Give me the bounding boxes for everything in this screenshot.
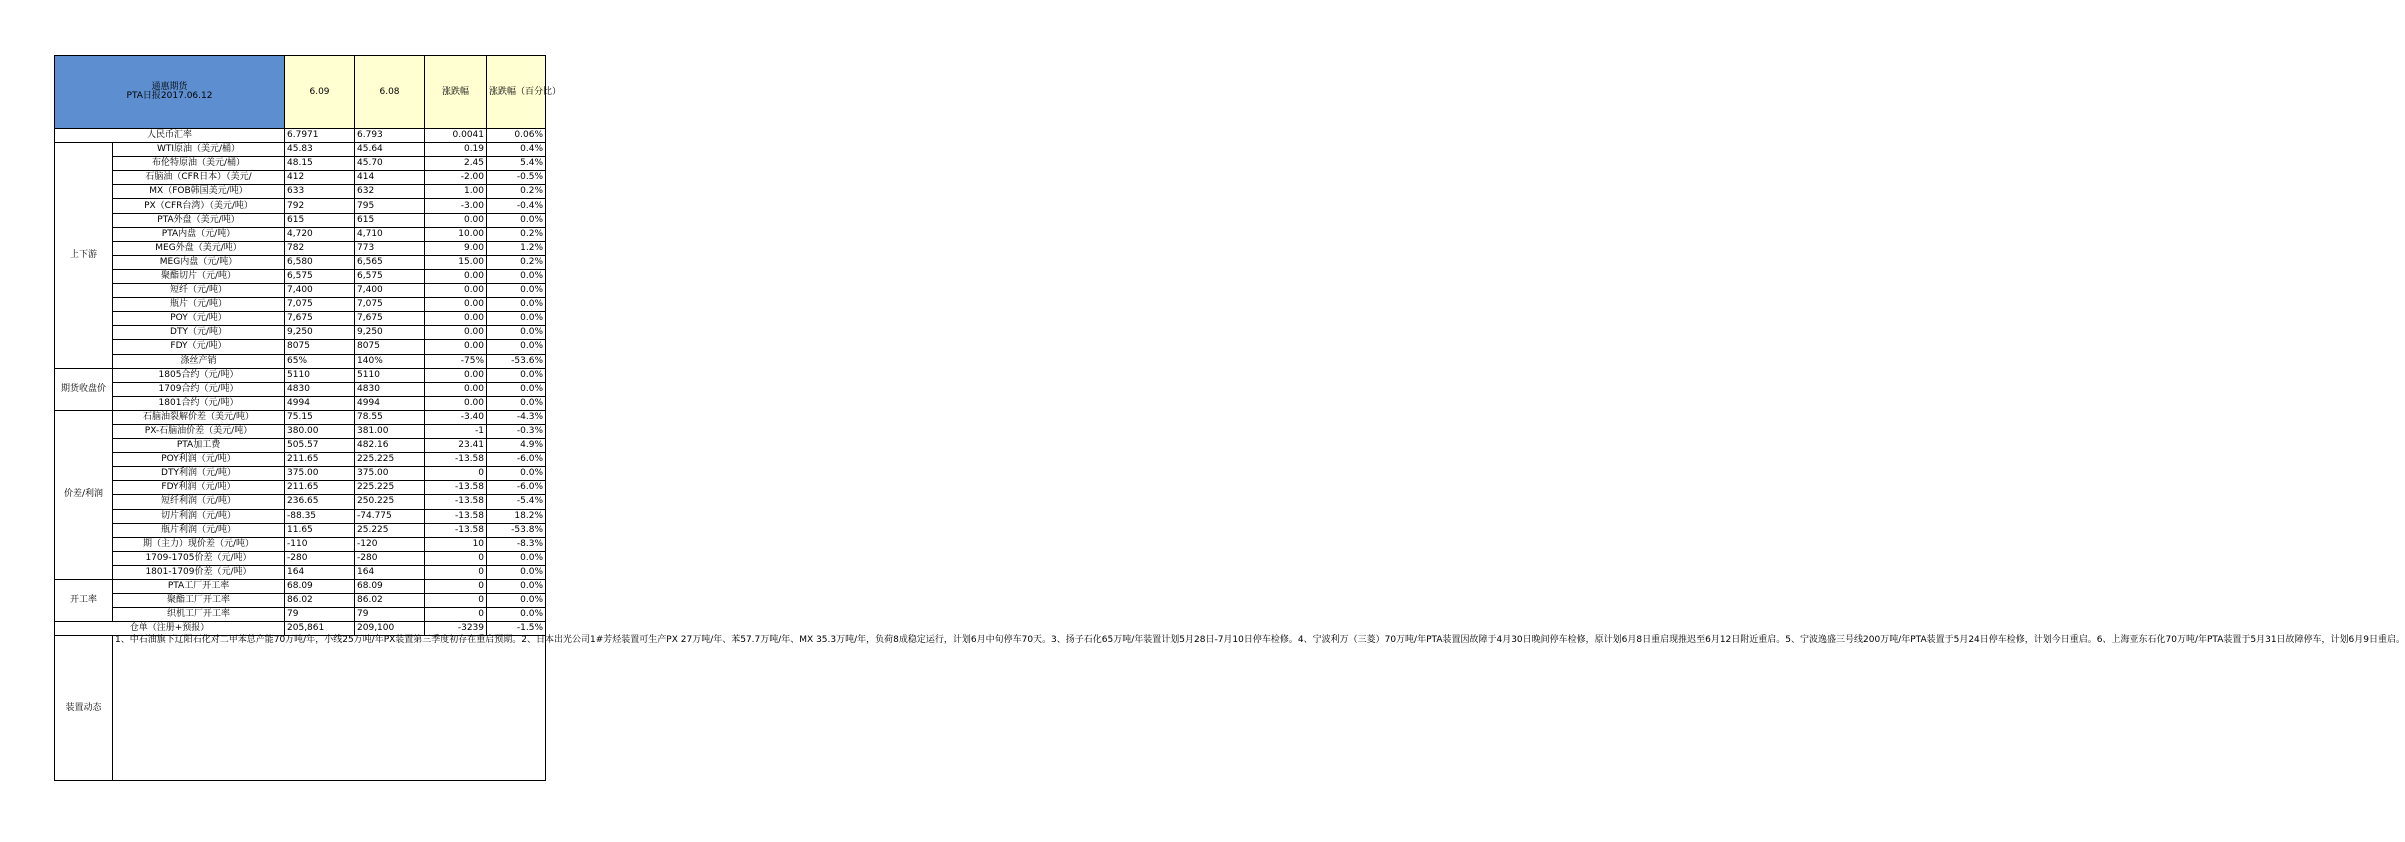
value-change-pct: 0.0% xyxy=(487,594,546,608)
col-header-change-pct: 涨跌幅（百分比） xyxy=(487,56,546,129)
value-change: -2.00 xyxy=(425,171,487,185)
value-change-pct: 0.2% xyxy=(487,185,546,199)
table-row xyxy=(55,551,546,565)
value-change: 0 xyxy=(425,608,487,622)
row-label: 聚酯工厂开工率 xyxy=(113,594,285,608)
value-date2: 164 xyxy=(355,565,425,579)
value-date1: 380.00 xyxy=(285,424,355,438)
value-date2: 250.225 xyxy=(355,495,425,509)
value-date1: 6,580 xyxy=(285,255,355,269)
value-change-pct: 0.0% xyxy=(487,368,546,382)
value-change-pct: 5.4% xyxy=(487,157,546,171)
value-date2: 5110 xyxy=(355,368,425,382)
value-change-pct: -6.0% xyxy=(487,453,546,467)
value-date1: 205,861 xyxy=(285,622,355,636)
value-change: -13.58 xyxy=(425,481,487,495)
pta-daily-report-table xyxy=(54,55,2405,781)
row-label: 瓶片（元/吨） xyxy=(113,298,285,312)
value-change: 23.41 xyxy=(425,439,487,453)
value-date1: 164 xyxy=(285,565,355,579)
value-date2: 68.09 xyxy=(355,580,425,594)
value-date2: 45.64 xyxy=(355,143,425,157)
row-label: DTY（元/吨） xyxy=(113,326,285,340)
table-row xyxy=(55,594,546,608)
value-change-pct: 0.0% xyxy=(487,269,546,283)
value-date1: 236.65 xyxy=(285,495,355,509)
row-label: 瓶片利润（元/吨） xyxy=(113,523,285,537)
value-date1: 792 xyxy=(285,199,355,213)
value-change-pct: 0.0% xyxy=(487,565,546,579)
row-label: 期（主力）现价差（元/吨） xyxy=(113,537,285,551)
value-change-pct: -1.5% xyxy=(487,622,546,636)
value-date1: 505.57 xyxy=(285,439,355,453)
value-change-pct: 0.0% xyxy=(487,326,546,340)
value-change-pct: -53.6% xyxy=(487,354,546,368)
value-date1: 9,250 xyxy=(285,326,355,340)
value-change: 0 xyxy=(425,551,487,565)
value-date1: 65% xyxy=(285,354,355,368)
value-change: 0.00 xyxy=(425,368,487,382)
value-change-pct: -0.5% xyxy=(487,171,546,185)
value-date2: 795 xyxy=(355,199,425,213)
value-date1: 7,075 xyxy=(285,298,355,312)
value-date2: 4994 xyxy=(355,396,425,410)
row-label: WTI原油（美元/桶） xyxy=(113,143,285,157)
value-date2: 482.16 xyxy=(355,439,425,453)
value-change-pct: 0.0% xyxy=(487,396,546,410)
row-label: 1805合约（元/吨） xyxy=(113,368,285,382)
table-row xyxy=(55,143,546,157)
value-change-pct: 0.4% xyxy=(487,143,546,157)
value-date1: 6,575 xyxy=(285,269,355,283)
value-date1: 79 xyxy=(285,608,355,622)
value-date1: 4830 xyxy=(285,382,355,396)
value-date2: 414 xyxy=(355,171,425,185)
value-change-pct: 0.2% xyxy=(487,227,546,241)
table-row xyxy=(55,227,546,241)
value-date1: 4,720 xyxy=(285,227,355,241)
row-label: 1709合约（元/吨） xyxy=(113,382,285,396)
value-change-pct: -0.3% xyxy=(487,424,546,438)
value-date2: 7,075 xyxy=(355,298,425,312)
value-date2: 632 xyxy=(355,185,425,199)
table-row xyxy=(55,608,546,622)
value-change: -13.58 xyxy=(425,523,487,537)
group-events: 装置动态 xyxy=(55,636,113,781)
row-label: 石脑油（CFR日本）（美元/ xyxy=(113,171,285,185)
value-change-pct: -0.4% xyxy=(487,199,546,213)
table-row xyxy=(55,495,546,509)
table-row xyxy=(55,382,546,396)
row-label: MEG外盘（美元/吨） xyxy=(113,241,285,255)
row-label: FDY利润（元/吨） xyxy=(113,481,285,495)
value-date2: 225.225 xyxy=(355,453,425,467)
table-row xyxy=(55,523,546,537)
value-date1: -110 xyxy=(285,537,355,551)
value-change: 10 xyxy=(425,537,487,551)
value-change: 0.19 xyxy=(425,143,487,157)
value-change: 0.00 xyxy=(425,298,487,312)
row-label: 短纤（元/吨） xyxy=(113,284,285,298)
value-change: 0.00 xyxy=(425,284,487,298)
table-row xyxy=(55,284,546,298)
table-row xyxy=(55,424,546,438)
value-date1: -88.35 xyxy=(285,509,355,523)
row-label: FDY（元/吨） xyxy=(113,340,285,354)
events-row xyxy=(55,636,546,781)
value-change: -75% xyxy=(425,354,487,368)
table-row xyxy=(55,467,546,481)
value-date1: 7,675 xyxy=(285,312,355,326)
value-date2: 78.55 xyxy=(355,410,425,424)
value-change: 0.00 xyxy=(425,213,487,227)
row-label: 短纤利润（元/吨） xyxy=(113,495,285,509)
row-label: MX（FOB韩国美元/吨） xyxy=(113,185,285,199)
group-futures: 期货收盘价 xyxy=(55,368,113,410)
value-date1: 68.09 xyxy=(285,580,355,594)
table-row xyxy=(55,241,546,255)
value-change: 0.00 xyxy=(425,326,487,340)
value-change: 0.00 xyxy=(425,382,487,396)
value-date2: -74.775 xyxy=(355,509,425,523)
value-date2: 86.02 xyxy=(355,594,425,608)
value-date1: 8075 xyxy=(285,340,355,354)
row-label: 人民币汇率 xyxy=(55,129,285,143)
value-date2: -120 xyxy=(355,537,425,551)
value-date2: 6,575 xyxy=(355,269,425,283)
title-report: PTA日报2017.06.12 xyxy=(126,91,213,101)
value-date2: 6,565 xyxy=(355,255,425,269)
value-change-pct: 0.0% xyxy=(487,298,546,312)
value-change: 0.00 xyxy=(425,312,487,326)
value-change-pct: -6.0% xyxy=(487,481,546,495)
value-change: 0.0041 xyxy=(425,129,487,143)
value-change: 9.00 xyxy=(425,241,487,255)
row-label: 1801合约（元/吨） xyxy=(113,396,285,410)
group-upstream: 上下游 xyxy=(55,143,113,369)
value-date1: 7,400 xyxy=(285,284,355,298)
row-label: 1709-1705价差（元/吨） xyxy=(113,551,285,565)
row-label: 切片利润（元/吨） xyxy=(113,509,285,523)
value-date2: 209,100 xyxy=(355,622,425,636)
value-change-pct: 0.06% xyxy=(487,129,546,143)
value-change-pct: 1.2% xyxy=(487,241,546,255)
row-rmb-rate xyxy=(55,129,546,143)
value-date2: 6.793 xyxy=(355,129,425,143)
value-date2: 25.225 xyxy=(355,523,425,537)
col-header-date2: 6.08 xyxy=(355,56,425,129)
value-change-pct: 0.0% xyxy=(487,382,546,396)
value-change: 0.00 xyxy=(425,269,487,283)
value-date2: 9,250 xyxy=(355,326,425,340)
row-label: PX（CFR台湾）（美元/吨） xyxy=(113,199,285,213)
value-change: 0.00 xyxy=(425,340,487,354)
row-label: MEG内盘（元/吨） xyxy=(113,255,285,269)
table-row xyxy=(55,340,546,354)
value-change: 0.00 xyxy=(425,396,487,410)
value-date2: -280 xyxy=(355,551,425,565)
table-row xyxy=(55,171,546,185)
value-change-pct: 4.9% xyxy=(487,439,546,453)
table-row xyxy=(55,368,546,382)
table-row xyxy=(55,326,546,340)
value-date2: 8075 xyxy=(355,340,425,354)
value-change-pct: 0.0% xyxy=(487,284,546,298)
value-date1: 615 xyxy=(285,213,355,227)
table-row xyxy=(55,453,546,467)
row-warehouse xyxy=(55,622,546,636)
value-change-pct: 0.0% xyxy=(487,551,546,565)
value-change: -3.00 xyxy=(425,199,487,213)
value-date2: 7,675 xyxy=(355,312,425,326)
value-change-pct: -53.8% xyxy=(487,523,546,537)
row-label: 涤丝产销 xyxy=(113,354,285,368)
value-change-pct: 0.0% xyxy=(487,340,546,354)
value-date2: 773 xyxy=(355,241,425,255)
table-row xyxy=(55,298,546,312)
table-row xyxy=(55,312,546,326)
value-date1: 6.7971 xyxy=(285,129,355,143)
value-date1: 75.15 xyxy=(285,410,355,424)
report-title xyxy=(55,56,285,129)
header-row xyxy=(55,56,546,129)
value-date2: 381.00 xyxy=(355,424,425,438)
value-change-pct: -8.3% xyxy=(487,537,546,551)
col-header-change: 涨跌幅 xyxy=(425,56,487,129)
table-row xyxy=(55,537,546,551)
row-label: PTA工厂开工率 xyxy=(113,580,285,594)
title-company: 通惠期货 xyxy=(151,82,188,92)
row-label: 仓单（注册+预报） xyxy=(55,622,285,636)
value-change: -13.58 xyxy=(425,509,487,523)
table-row xyxy=(55,439,546,453)
row-label: PX-石脑油价差（美元/吨） xyxy=(113,424,285,438)
value-date1: 412 xyxy=(285,171,355,185)
row-label: 织机工厂开工率 xyxy=(113,608,285,622)
value-change: 10.00 xyxy=(425,227,487,241)
row-label: POY（元/吨） xyxy=(113,312,285,326)
row-label: DTY利润（元/吨） xyxy=(113,467,285,481)
value-date1: 633 xyxy=(285,185,355,199)
table-row xyxy=(55,509,546,523)
value-date2: 4830 xyxy=(355,382,425,396)
row-label: POY利润（元/吨） xyxy=(113,453,285,467)
table-row xyxy=(55,481,546,495)
row-label: 1801-1709价差（元/吨） xyxy=(113,565,285,579)
value-change-pct: -4.3% xyxy=(487,410,546,424)
value-change: 0 xyxy=(425,594,487,608)
table-row xyxy=(55,396,546,410)
value-change-pct: 18.2% xyxy=(487,509,546,523)
value-date2: 140% xyxy=(355,354,425,368)
row-label: 石脑油裂解价差（美元/吨） xyxy=(113,410,285,424)
value-date1: 48.15 xyxy=(285,157,355,171)
row-label: 布伦特原油（美元/桶） xyxy=(113,157,285,171)
value-change: -3239 xyxy=(425,622,487,636)
value-change: 0 xyxy=(425,580,487,594)
value-date1: 211.65 xyxy=(285,453,355,467)
table-row xyxy=(55,185,546,199)
value-change: 0 xyxy=(425,565,487,579)
value-date2: 45.70 xyxy=(355,157,425,171)
table-row xyxy=(55,157,546,171)
value-date2: 375.00 xyxy=(355,467,425,481)
table-row xyxy=(55,199,546,213)
row-label: 聚酯切片（元/吨） xyxy=(113,269,285,283)
value-date1: 45.83 xyxy=(285,143,355,157)
value-change-pct: 0.0% xyxy=(487,467,546,481)
value-change: 15.00 xyxy=(425,255,487,269)
events-notes: 1、中石油旗下辽阳石化对二甲苯总产能70万吨/年，小线25万吨/年PX装置第三季度初存在重启预期。2、日本出光公司1#芳烃装置可生产PX 27万吨/年、苯57.7万吨/年、MX 35.3万吨/年，负荷8成稳定运行，计划6月中旬停车70天。3、扬子石化65万吨/年装置计划5月28日-7月10日停车检修。4、宁波利万（三菱）70万吨/年PTA装置因故障于4月30日晚间停车检修，原计划6月8日重启现推迟至6月12日附近重启。5、宁波逸盛三号线200万吨/年PTA装置于5月24日停车检修，计划今日重启。6、上海亚东石化70万吨/年PTA装置于5月31日故障停车，计划6月9日重启。 xyxy=(113,636,546,781)
value-date2: 615 xyxy=(355,213,425,227)
value-change: -13.58 xyxy=(425,453,487,467)
value-date2: 4,710 xyxy=(355,227,425,241)
value-date2: 225.225 xyxy=(355,481,425,495)
value-date1: 5110 xyxy=(285,368,355,382)
table-row xyxy=(55,580,546,594)
table-row xyxy=(55,410,546,424)
value-date1: 211.65 xyxy=(285,481,355,495)
value-change: -1 xyxy=(425,424,487,438)
value-change-pct: 0.2% xyxy=(487,255,546,269)
group-spread: 价差/利润 xyxy=(55,410,113,579)
value-date2: 79 xyxy=(355,608,425,622)
value-change-pct: -5.4% xyxy=(487,495,546,509)
table-row xyxy=(55,354,546,368)
row-label: PTA外盘（美元/吨） xyxy=(113,213,285,227)
value-date1: -280 xyxy=(285,551,355,565)
col-header-date1: 6.09 xyxy=(285,56,355,129)
value-date1: 11.65 xyxy=(285,523,355,537)
value-change-pct: 0.0% xyxy=(487,608,546,622)
value-date1: 375.00 xyxy=(285,467,355,481)
value-date1: 86.02 xyxy=(285,594,355,608)
value-change-pct: 0.0% xyxy=(487,213,546,227)
value-change: 2.45 xyxy=(425,157,487,171)
value-change: 1.00 xyxy=(425,185,487,199)
table-row xyxy=(55,269,546,283)
value-change: -13.58 xyxy=(425,495,487,509)
value-change-pct: 0.0% xyxy=(487,580,546,594)
row-label: PTA内盘（元/吨） xyxy=(113,227,285,241)
table-row xyxy=(55,213,546,227)
table-row xyxy=(55,255,546,269)
value-date1: 4994 xyxy=(285,396,355,410)
value-date2: 7,400 xyxy=(355,284,425,298)
value-change-pct: 0.0% xyxy=(487,312,546,326)
row-label: PTA加工费 xyxy=(113,439,285,453)
value-change: 0 xyxy=(425,467,487,481)
table-row xyxy=(55,565,546,579)
group-operating: 开工率 xyxy=(55,580,113,622)
value-change: -3.40 xyxy=(425,410,487,424)
value-date1: 782 xyxy=(285,241,355,255)
